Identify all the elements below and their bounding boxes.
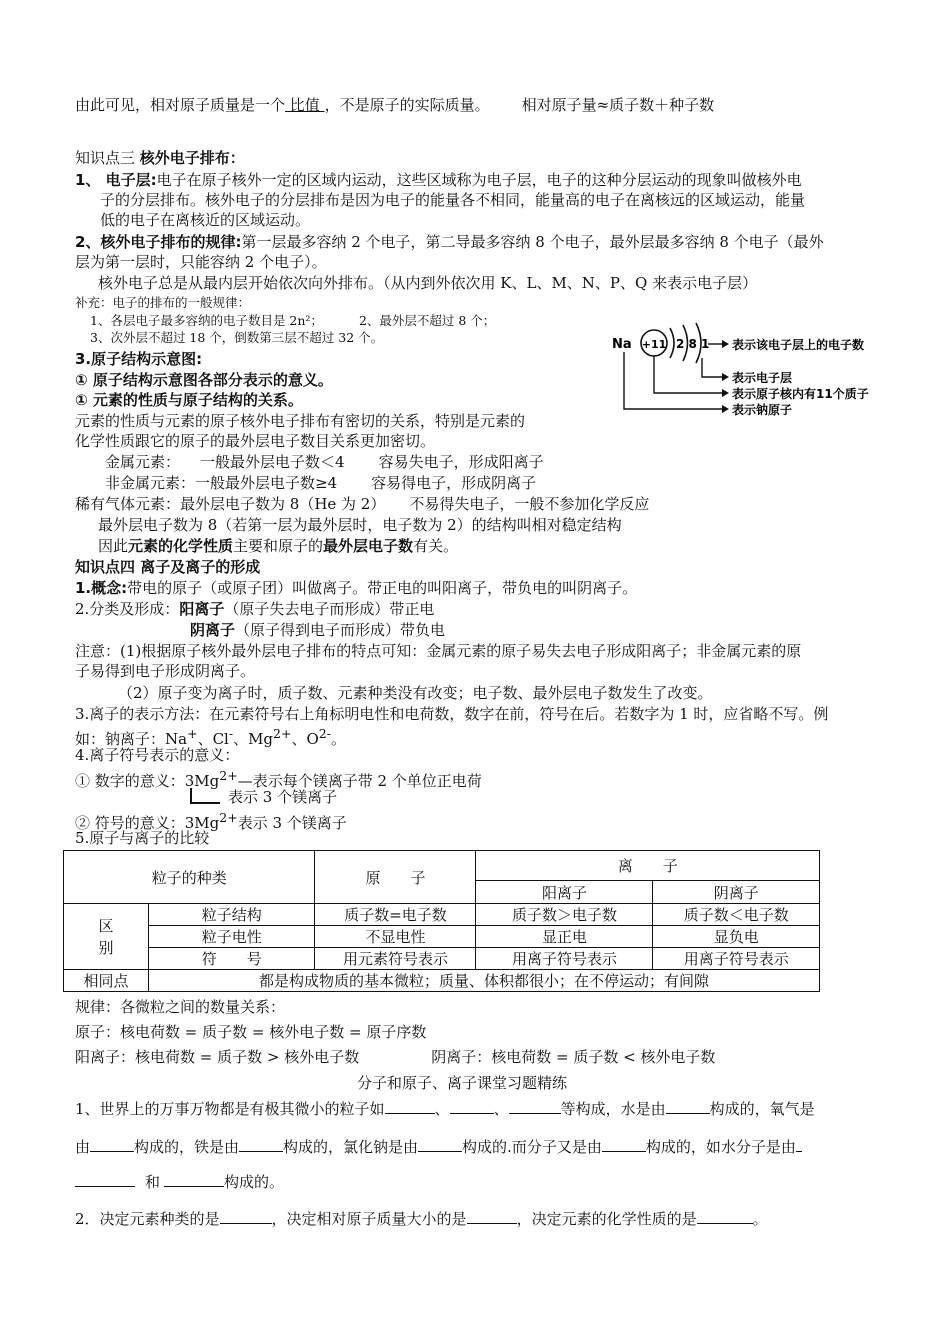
table-row: [64, 926, 820, 948]
arrow-head-icon: [722, 373, 729, 381]
text: 构成的，氧气是: [709, 1100, 815, 1118]
table-cell: 用离子符号表示: [653, 948, 820, 970]
text-line: [75, 170, 802, 190]
row-label: 符 号: [149, 948, 315, 970]
rule: 阴离子：核电荷数 = 质子数 < 核外电子数: [431, 1048, 716, 1066]
term: 2、核外电子排布的规律:: [75, 233, 242, 251]
exercise-title: 分子和原子、离子课堂习题精练: [357, 1074, 568, 1092]
answer-blank[interactable]: [164, 1172, 224, 1187]
row-label: 粒子电性: [149, 926, 315, 948]
table-header: 粒子的种类: [64, 851, 315, 904]
sentence: 第一层最多容纳 2 个电子，第二导最多容纳 8 个电子，最外层最多容纳 8 个电子（最外: [241, 233, 824, 251]
text-line: [75, 599, 434, 619]
text: 有关。: [413, 537, 459, 555]
bold-term: 阳离子: [179, 600, 225, 618]
text-line: 4.离子符号表示的意义：: [75, 746, 240, 764]
text-line: 子易得到电子形成阴离子。: [75, 662, 256, 680]
charge: -: [228, 726, 234, 741]
table-cell: 质子数=电子数: [315, 904, 476, 926]
arrow-head-icon: [722, 405, 729, 413]
sentence: 带电的原子（或原子团）叫做离子。带正电的叫阳离子，带负电的叫阴离子。: [127, 579, 638, 597]
text: 表示 3 个镁离子: [237, 814, 347, 832]
text: 构成的，铁是由: [134, 1138, 240, 1156]
subheading: ① 原子结构示意图各部分表示的意义。: [75, 371, 333, 389]
text: 构成的.而分子又是由: [462, 1138, 602, 1156]
sentence: 由此可见，相对原子质量是一个: [75, 96, 286, 114]
group-label: [64, 904, 149, 970]
text: 和: [145, 1173, 161, 1191]
answer-blank[interactable]: [509, 1099, 561, 1114]
bold-term: 最外层电子数: [323, 537, 414, 555]
text-line: 低的电子在离核近的区域运动。: [100, 211, 311, 229]
text-line: 原子：核电荷数 = 质子数 = 核外电子数 = 原子序数: [75, 1023, 427, 1041]
sentence: 电子在原子核外一定的区域内运动，这些区域称为电子层，电子的这种分层运动的现象叫做核外电: [156, 171, 802, 189]
underlined-answer: 比值: [285, 96, 325, 114]
table-cell: 显负电: [653, 926, 820, 948]
label: 金属元素：: [105, 453, 181, 471]
rule: 一般最外层电子数＜4: [200, 453, 345, 471]
text-line: 核外电子总是从最内层开始依次向外排布。（从内到外依次用 K、L、M、N、P、Q 来表示电子层）: [98, 274, 758, 292]
rule: 2、最外层不超过 8 个；: [358, 313, 496, 328]
text: —表示每个镁离子带 2 个单位正电荷: [237, 772, 482, 790]
text: 由: [75, 1138, 91, 1156]
question-line: [75, 1209, 768, 1229]
text-line: （2）原子变为离子时，质子数、元素种类没有改变；电子数、最外层电子数发生了改变。: [118, 684, 713, 702]
text-line: [75, 1047, 715, 1067]
bracket-mark: [190, 788, 220, 804]
answer-blank[interactable]: [220, 1209, 272, 1224]
text: ，决定元素的化学性质的是: [516, 1210, 697, 1228]
answer-blank[interactable]: [90, 1137, 134, 1152]
answer-blank[interactable]: [602, 1137, 646, 1152]
text: ② 符号的意义：3Mg: [75, 814, 220, 832]
rule: 不易得失电子，一般不参加化学反应: [409, 495, 650, 513]
table-row: [64, 948, 820, 970]
answer-blank[interactable]: [450, 1099, 494, 1114]
charge: 2+: [219, 768, 238, 783]
text-line: [75, 232, 824, 252]
table-cell: 都是构成物质的基本微粒；质量、体积都很小；在不停运动；有间隙: [149, 970, 820, 992]
text: 、O: [291, 730, 319, 748]
text-line: [190, 620, 445, 640]
answer-blank[interactable]: [796, 1137, 802, 1152]
subheading: ① 元素的性质与原子结构的关系。: [75, 391, 303, 409]
term: 1、 电子层:: [75, 171, 157, 189]
text-line: [190, 787, 337, 807]
annotation: 表示原子核内有11个质子: [732, 387, 869, 401]
annotation: 表示钠原子: [732, 403, 793, 417]
table-row: [64, 970, 820, 992]
text-line: [75, 494, 649, 514]
answer-blank[interactable]: [467, 1209, 517, 1224]
formula: 相对原子量≈质子数＋种子数: [521, 96, 715, 114]
text: 。: [330, 730, 346, 748]
charge: 2+: [219, 810, 238, 825]
row-label: 粒子结构: [149, 904, 315, 926]
bold-term: 元素的化学性质: [128, 537, 234, 555]
question-line: [75, 1137, 802, 1157]
section-heading: 知识点四 离子及离子的形成: [75, 558, 261, 576]
atom-structure-diagram: [610, 322, 890, 422]
answer-blank[interactable]: [418, 1137, 462, 1152]
text: （原子失去电子而形成）带正电: [224, 600, 435, 618]
nucleus-charge: +11: [641, 338, 667, 351]
comparison-table: [63, 850, 820, 992]
term: 1.概念:: [75, 579, 128, 597]
shell-arc: [670, 328, 674, 358]
section-heading: [75, 148, 245, 168]
text: 等构成，水是由: [560, 1100, 666, 1118]
text: （原子得到电子而形成）带负电: [235, 621, 446, 639]
label: 2.分类及形成：: [75, 600, 180, 618]
diagram-svg: [610, 322, 890, 422]
row-label: 相同点: [64, 970, 149, 992]
element-symbol: Na: [612, 337, 632, 352]
arrow-head-icon: [722, 340, 729, 348]
answer-blank[interactable]: [239, 1137, 283, 1152]
subheading: 3.原子结构示意图:: [75, 350, 203, 368]
text: ，决定相对原子质量大小的是: [271, 1210, 467, 1228]
text-line: [98, 536, 458, 556]
charge: +: [187, 726, 198, 741]
text: 1、世界上的万事万物都是有极其微小的粒子如: [75, 1100, 385, 1118]
charge: 2+: [273, 726, 292, 741]
text-line: 规律：各微粒之间的数量关系：: [75, 998, 286, 1016]
text: 表示 3 个镁离子: [228, 788, 338, 806]
text: 。: [752, 1210, 768, 1228]
annotation: 表示该电子层上的电子数: [732, 338, 865, 352]
text: 主要和原子的: [233, 537, 324, 555]
table-header: 离 子: [476, 851, 820, 881]
text: ① 数字的意义：3Mg: [75, 772, 220, 790]
text-line: [105, 452, 544, 472]
text: 2．决定元素种类的是: [75, 1210, 220, 1228]
table-cell: 质子数＞电子数: [476, 904, 653, 926]
table-cell: 质子数＜电子数: [653, 904, 820, 926]
text: 、: [434, 1100, 450, 1118]
text: 、: [493, 1100, 509, 1118]
rule: 非金属元素：一般最外层电子数≥4: [105, 474, 338, 492]
group-label-char: 区: [98, 916, 114, 935]
table-cell: 用元素符号表示: [315, 948, 476, 970]
answer-blank[interactable]: [666, 1099, 710, 1114]
pointer-line: [624, 352, 722, 409]
table-header: 阴离子: [653, 881, 820, 904]
answer-blank[interactable]: [385, 1099, 435, 1114]
text: 构成的，如水分子是由: [645, 1138, 796, 1156]
heading-prefix: 知识点三: [75, 149, 140, 167]
rule: 容易得电子，形成阴离子: [371, 474, 537, 492]
table-cell: 显正电: [476, 926, 653, 948]
charge: 2-: [318, 726, 331, 741]
text-line: 补充：电子的排布的一般规律：: [75, 295, 251, 310]
annotation: 表示电子层: [732, 371, 793, 385]
text-line: 最外层电子数为 8（若第一层为最外层时，电子数为 2）的结构叫相对稳定结构: [98, 516, 622, 534]
bold-term: 阴离子: [190, 621, 236, 639]
table-cell: 不显电性: [315, 926, 476, 948]
text: 因此: [98, 537, 129, 555]
text: 、Mg: [233, 730, 274, 748]
rule: 1、各层电子最多容纳的电子数目是 2n²；: [90, 313, 323, 328]
text: 构成的。: [224, 1173, 285, 1191]
text-line: 化学性质跟它的原子的最外层电子数目关系更加密切。: [75, 432, 436, 450]
group-label-char: 别: [98, 938, 114, 957]
text-line: [75, 578, 637, 598]
table-header: 原 子: [315, 851, 476, 904]
text-line: 5.原子与离子的比较: [75, 829, 210, 847]
answer-blank[interactable]: [75, 1172, 135, 1187]
arrow-head-icon: [722, 389, 729, 397]
pointer-line: [654, 356, 722, 393]
shell-electrons: 2 8 1: [676, 337, 710, 351]
table-cell: 用离子符号表示: [476, 948, 653, 970]
text-line: 元素的性质与元素的原子核外电子排布有密切的关系，特别是元素的: [75, 412, 526, 430]
rule: 阳离子：核电荷数 = 质子数 > 核外电子数: [75, 1048, 360, 1066]
text: 、Cl: [197, 730, 229, 748]
text-line: 注意：(1)根据原子核外最外层电子排布的特点可知：金属元素的原子易失去电子形成阳离子；非金属元素的原: [75, 642, 802, 660]
text: 构成的，氯化钠是由: [283, 1138, 419, 1156]
table-row: [64, 904, 820, 926]
text-line: 3.离子的表示方法：在元素符号右上角标明电性和电荷数，数字在前，符号在后。若数字为 1 时，应省略不写。例: [75, 705, 829, 723]
table-header: 阳离子: [476, 881, 653, 904]
sentence: ，不是原子的实际质量。: [324, 96, 490, 114]
text-line: 3、次外层不超过 18 个，倒数第三层不超过 32 个。: [90, 330, 384, 345]
text-line: [75, 95, 714, 115]
text-line: 子的分层排布。核外电子的分层排布是因为电子的能量各不相同，能量高的电子在离核远的区域运动，能量: [100, 191, 806, 209]
pointer-line: [702, 358, 722, 377]
rule: 稀有气体元素：最外层电子数为 8（He 为 2）: [75, 495, 386, 513]
heading-title: 核外电子排布：: [139, 149, 245, 167]
text-line: 层为第一层时，只能容纳 2 个电子）。: [75, 253, 327, 271]
question-line: [75, 1172, 284, 1192]
question-line: [75, 1099, 815, 1119]
answer-blank[interactable]: [697, 1209, 753, 1224]
text-line: [105, 473, 536, 493]
text: 如：钠离子：Na: [75, 730, 188, 748]
rule: 容易失电子，形成阳离子: [378, 453, 544, 471]
